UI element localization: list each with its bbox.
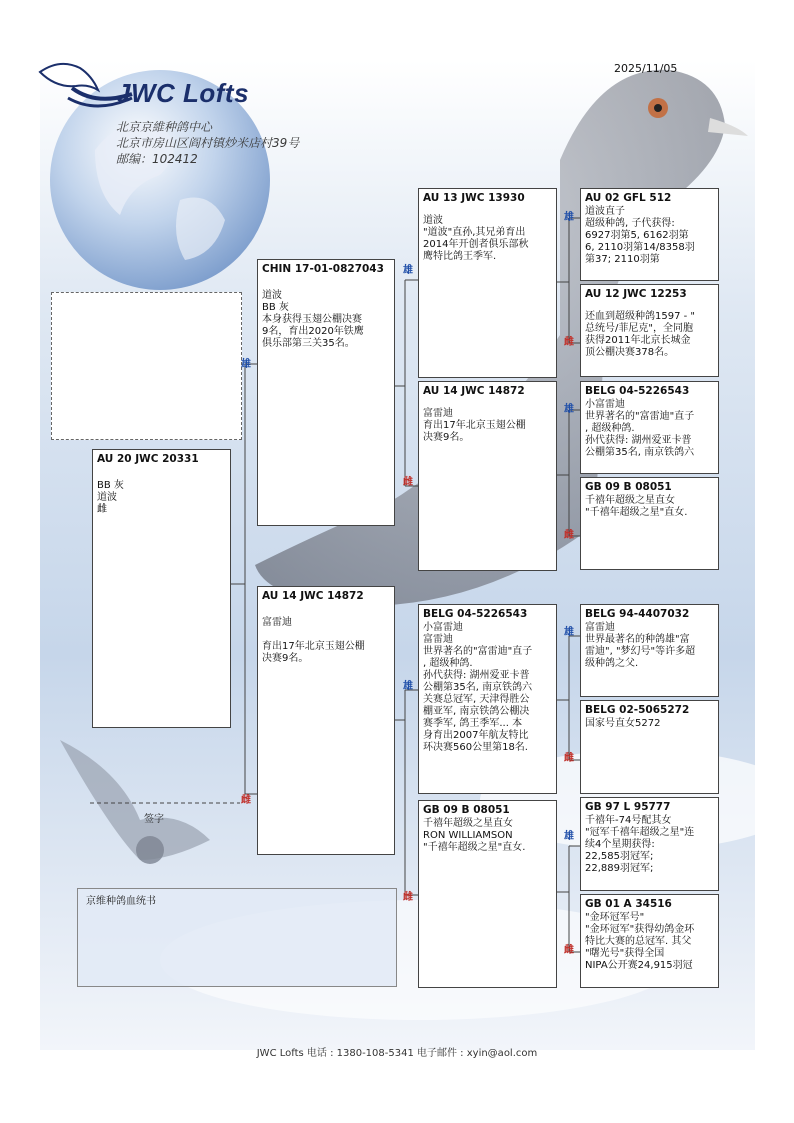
detail-line: 决赛9名。 — [262, 653, 309, 664]
subject-pigeon-card[interactable] — [92, 449, 231, 728]
female-mark: 雌 — [403, 477, 413, 488]
detail-line: 道波 — [423, 215, 443, 226]
detail-line: 富雷迪 — [585, 622, 615, 633]
certificate-box — [77, 888, 397, 987]
detail-line: 孙代获得: 湖州爱亚卡普 — [423, 670, 530, 681]
detail-line: 世界著名的"富雷迪"直子 — [585, 411, 695, 422]
ring-number: GB 09 B 08051 — [585, 481, 672, 493]
dsd-card[interactable] — [580, 700, 719, 794]
detail-line: 9名，育出2020年铁鹰 — [262, 326, 364, 337]
detail-line: "金环冠军号" — [585, 912, 645, 923]
brand-name: JWC Lofts — [116, 78, 250, 108]
female-mark: 雌 — [403, 892, 413, 903]
detail-line: 道波 — [262, 290, 282, 301]
detail-line: 千禧年超级之星直女 — [423, 818, 513, 829]
detail-line: 公棚第35名, 南京铁鸽六 — [423, 682, 533, 693]
ring-number: BELG 04-5226543 — [585, 385, 690, 397]
ring-number: BELG 04-5226543 — [423, 608, 528, 620]
detail-line: 孙代获得: 湖州爱亚卡普 — [585, 435, 692, 446]
sss-card[interactable] — [580, 188, 719, 281]
male-mark: 雄 — [403, 681, 413, 692]
male-mark: 雄 — [564, 831, 574, 842]
detail-line: 世界最著名的种鸽雄"富 — [585, 634, 690, 645]
detail-line: "道波"直孙,其兄弟育出 — [423, 227, 526, 238]
ring-number: GB 09 B 08051 — [423, 804, 510, 816]
ssd-card[interactable] — [580, 284, 719, 377]
ring-number: AU 13 JWC 13930 — [423, 192, 525, 204]
address-line: 北京市房山区阎村镇炒米店村39号 — [116, 136, 300, 150]
detail-line: 富雷迪 — [423, 408, 453, 419]
detail-line: 鹰特比鸽王季军. — [423, 251, 497, 262]
detail-line: 本身获得玉翅公棚决赛 — [262, 314, 362, 325]
sdd-card[interactable] — [580, 477, 719, 570]
detail-line: 还血到超级种鸽1597 - " — [585, 311, 696, 322]
detail-line: 国家号直女5272 — [585, 718, 661, 729]
footer-contact: JWC Lofts 电话 : 1380-108-5341 电子邮件 : xyin@aol.com — [256, 1048, 538, 1059]
detail-line: 赛季军, 鸽王季军... 本 — [423, 718, 523, 729]
detail-line: "千禧年超级之星"直女. — [585, 507, 688, 518]
detail-line: 世界著名的"富雷迪"直子 — [423, 646, 533, 657]
detail-line: 道波直子 — [585, 206, 625, 217]
detail-line: BB 灰 — [262, 302, 289, 313]
detail-line: 顶公棚决赛378名。 — [585, 347, 675, 358]
detail-line: 千禧年超级之星直女 — [585, 495, 675, 506]
female-mark: 雌 — [564, 753, 574, 764]
detail-line: RON WILLIAMSON — [423, 830, 513, 841]
detail-line: 雷迪", "梦幻号"等许多超 — [585, 646, 696, 657]
detail-line: 第37; 2110羽第 — [585, 254, 660, 265]
dam-dam-card[interactable] — [418, 800, 557, 988]
detail-line: BB 灰 — [97, 480, 124, 491]
female-mark: 雌 — [564, 945, 574, 956]
address-line: 邮编：102412 — [116, 152, 198, 166]
sire-sire-card[interactable] — [418, 188, 557, 378]
ring-number: AU 20 JWC 20331 — [97, 453, 199, 465]
detail-line: 棚亚军, 南京铁鸽公棚决 — [423, 706, 530, 717]
dss-card[interactable] — [580, 604, 719, 697]
detail-line: 续4个星期获得: — [585, 839, 655, 850]
detail-line: 6927羽第5, 6162羽第 — [585, 230, 689, 241]
detail-line: 公棚第35名, 南京铁鸽六 — [585, 447, 695, 458]
female-mark: 雌 — [241, 795, 251, 806]
detail-line: "千禧年超级之星"直女. — [423, 842, 526, 853]
detail-line: 总统号/菲尼克"，全同胞 — [585, 323, 693, 334]
female-mark: 雌 — [564, 337, 574, 348]
dam-sire-card[interactable] — [418, 604, 557, 794]
detail-line: "金环冠军"获得幼鸽金环 — [585, 924, 695, 935]
detail-line: 俱乐部第三关35名。 — [262, 338, 355, 349]
ring-number: AU 02 GFL 512 — [585, 192, 672, 204]
detail-line: 小富雷迪 — [585, 399, 625, 410]
detail-line: 富雷迪 — [262, 617, 292, 628]
detail-line: 22,585羽冠军; — [585, 851, 654, 862]
detail-line: 富雷迪 — [423, 634, 453, 645]
detail-line: , 超级种鸽. — [423, 658, 473, 669]
detail-line: 超级种鸽, 子代获得: — [585, 218, 675, 229]
detail-line: 环决赛560公里第18名. — [423, 742, 528, 753]
sire-card[interactable] — [257, 259, 395, 526]
male-mark: 雄 — [564, 212, 574, 223]
male-mark: 雄 — [403, 265, 413, 276]
female-mark: 雌 — [564, 530, 574, 541]
ring-number: AU 12 JWC 12253 — [585, 288, 687, 300]
sire-dam-card[interactable] — [418, 381, 557, 571]
male-mark: 雄 — [564, 404, 574, 415]
detail-line: "曙光号"获得全国 — [585, 948, 665, 959]
ddd-card[interactable] — [580, 894, 719, 988]
male-mark: 雄 — [564, 627, 574, 638]
dds-card[interactable] — [580, 797, 719, 891]
detail-line: 2014年开创者俱乐部秋 — [423, 239, 529, 250]
sds-card[interactable] — [580, 381, 719, 474]
ring-number: BELG 94-4407032 — [585, 608, 690, 620]
detail-line: 育出17年北京玉翅公棚 — [262, 641, 365, 652]
detail-line: 雌 — [97, 504, 107, 515]
certificate-title: 京维种鸽血统书 — [86, 896, 156, 907]
ring-number: BELG 02-5065272 — [585, 704, 690, 716]
ring-number: AU 14 JWC 14872 — [423, 385, 525, 397]
ring-number: AU 14 JWC 14872 — [262, 590, 364, 602]
detail-line: 决赛9名。 — [423, 432, 470, 443]
detail-line — [262, 629, 390, 641]
ring-number: GB 01 A 34516 — [585, 898, 672, 910]
detail-line: 身育出2007年航友特比 — [423, 730, 529, 741]
ring-number: CHIN 17-01-0827043 — [262, 263, 384, 275]
report-date: 2025/11/05 — [614, 62, 678, 75]
detail-line: 获得2011年北京长城金 — [585, 335, 691, 346]
detail-line: 小富雷迪 — [423, 622, 463, 633]
detail-line: 育出17年北京玉翅公棚 — [423, 420, 526, 431]
signature-label: 签字 — [144, 814, 164, 825]
male-mark: 雄 — [241, 359, 251, 370]
detail-line: 6, 2110羽第14/8358羽 — [585, 242, 695, 253]
detail-line: "冠军千禧年超级之星"连 — [585, 827, 695, 838]
detail-line: NIPA公开赛24,915羽冠 — [585, 960, 693, 971]
detail-line: 关赛总冠军, 天津得胜公 — [423, 694, 530, 705]
detail-line: 千禧年-74号配其女 — [585, 815, 672, 826]
dam-card[interactable] — [257, 586, 395, 855]
detail-line: , 超级种鸽. — [585, 423, 635, 434]
detail-line: 特比大赛的总冠军. 其父 — [585, 936, 692, 947]
ring-number: GB 97 L 95777 — [585, 801, 671, 813]
address-line: 北京京維种鸽中心 — [116, 120, 213, 134]
detail-line: 道波 — [97, 492, 117, 503]
detail-line: 22,889羽冠军; — [585, 863, 654, 874]
detail-line: 级种鸽之父. — [585, 658, 639, 669]
